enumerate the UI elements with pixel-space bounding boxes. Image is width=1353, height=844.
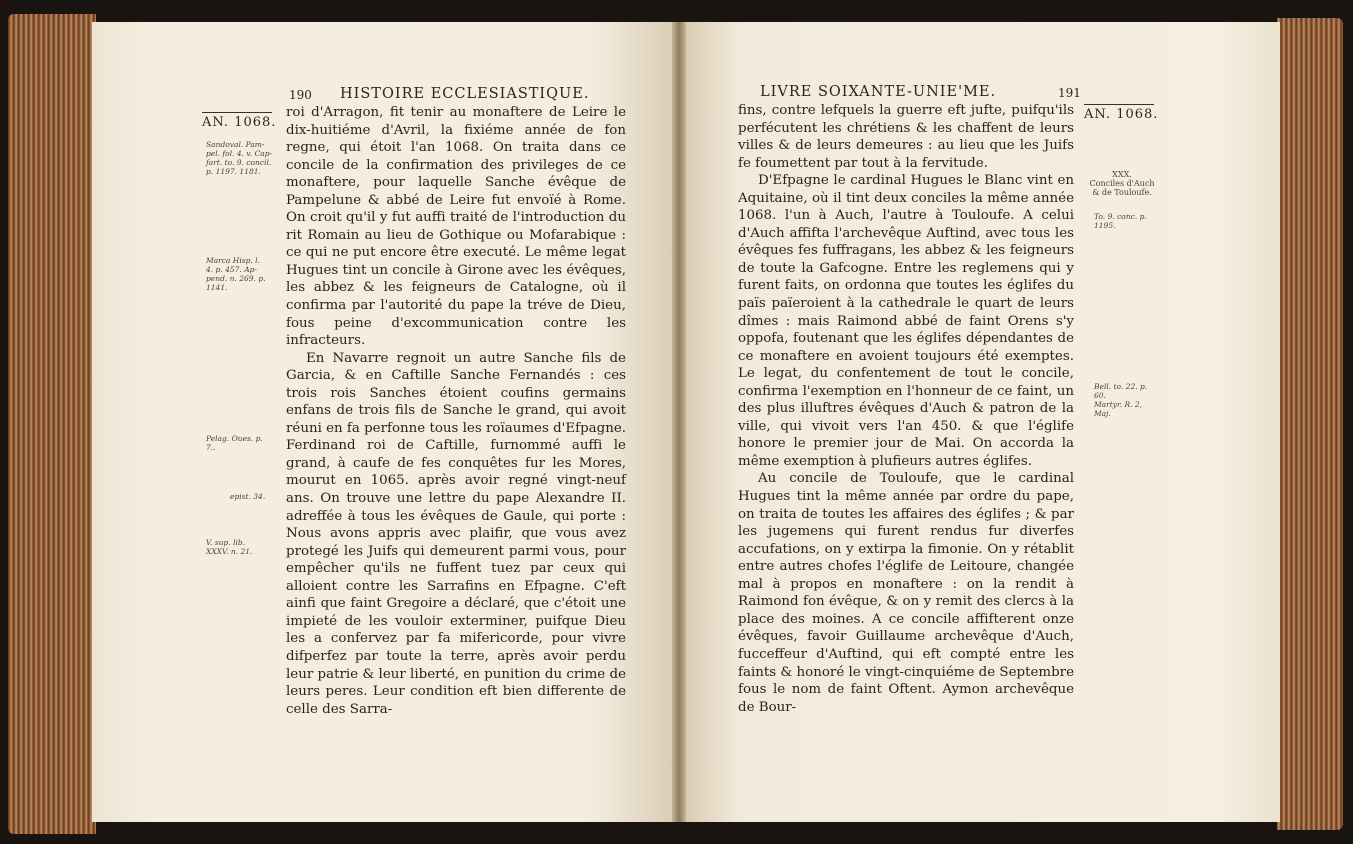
left-paragraph-1: roi d'Arragon, fit tenir au monaftere de Leire le dix-huitiéme d'Avril, la fixiéme année de fon regne, qui étoit l'an 1068. On traita dans ce concile de la confirmation des privileges de ce monaftere, pour laquelle Sanche évêque de Pampelune & abbé de Leire fut envoïé à Rome. On croit qu'il y fut auffi traité de l'introduction du rit Romain au lieu de Gothique ou Mofarabique : ce qui ne put encore être executé. Le même legat Hugues tint un concile à Girone avec les évêques, les abbez & les feigneurs de Catalogne, où il confirma par l'autorité du pape la tréve de Dieu, fous peine d'excommunication contre les infracteurs.: [286, 105, 626, 349]
left-margin-note-4: epist. 34.: [230, 492, 266, 501]
left-margin-note-1: Sandoval. Pam- pel. fol. 4. v. Cap- fart. to. 9. concil. p. 1197. 1181.: [206, 140, 273, 176]
right-margin-note-3: Bell. to. 22. p. 60. Martyr. R. 2, Maj.: [1094, 382, 1148, 418]
right-text-body: [738, 102, 1074, 716]
right-margin-note-2: To. 9. conc. p. 1195.: [1094, 212, 1147, 230]
book-gutter: [672, 22, 686, 822]
right-paragraph-2: D'Efpagne le cardinal Hugues le Blanc vint en Aquitaine, où il tint deux conciles la même année 1068. l'un à Auch, l'autre à Touloufe. A celui d'Auch affifta l'archevêque Auftind, avec tous les évêques fes fuffragans, les abbez & les feigneurs de toute la Gafcogne. Entre les reglemens qui y furent faits, on ordonna que toutes les églifes du païs païeroient à la cathedrale le quart de leurs dîmes : mais Raimond abbé de faint Orens s'y oppofa, foutenant que les églifes dépendantes de ce monaftere en avoient toujours été exemptes. Le legat, du confentement de tout le concile, confirma l'exemption en l'honneur de ce faint, un des plus illuftres évêques d'Auch & patron de la ville, qui vivoit vers l'an 450. & que l'églife honore le premier jour de Mai. On accorda la même exemption à plufieurs autres églifes.: [738, 173, 1074, 469]
left-paragraph-2: En Navarre regnoit un autre Sanche fils de Garcia, & en Caftille Sanche Fernandés : ces trois rois Sanches étoient coufins germains enfans de trois fils de Sanche le grand, qui avoit réuni en fa perfonne tous les roïaumes d'Efpagne. Ferdinand roi de Caftille, furnommé auffi le grand, à caufe de fes conquêtes fur les Mores, mourut en 1065. après avoir regné vingt-neuf ans. On trouve une lettre du pape Alexandre II. adreffée à tous les évêques de Gaule, qui porte : Nous avons appris avec plaifir, que vous avez protegé les Juifs qui demeurent parmi vous, pour empêcher qu'ils ne fuffent tuez par ceux qui alloient contre les Sarrafins en Efpagne. C'eft ainfi que faint Gregoire a déclaré, que c'étoit une impieté de les vouloir exterminer, puifque Dieu les a confervez par fa mifericorde, pour vivre difperfez par toute la terre, après avoir perdu leur patrie & leur liberté, en punition du crime de leurs peres. Leur condition eft bien differente de celle des Sarra-: [286, 350, 627, 717]
right-margin-note-1: XXX. Conciles d'Auch & de Touloufe.: [1089, 170, 1155, 197]
left-margin-note-2: Marca Hisp. l. 4. p. 457. Ap- pend. n. 269. p. 1141.: [206, 256, 266, 292]
left-page-number: 190: [289, 88, 312, 102]
left-text-body: [286, 104, 626, 718]
left-running-head: HISTOIRE ECCLESIASTIQUE.: [340, 86, 590, 102]
right-page-number: 191: [1058, 86, 1081, 100]
right-paragraph-1: fins, contre lefquels la guerre eft jufte, puifqu'ils perfécutent les chrétiens & les chaffent de leurs villes & de leurs demeures : au lieu que les Juifs fe foumettent par tout à la fervitude.: [738, 103, 1074, 171]
left-margin-note-5: V. sup. lib. XXXV. n. 21.: [206, 538, 253, 556]
page-edges-left: [8, 14, 96, 834]
page-edges-right: [1277, 18, 1343, 830]
left-year-marker: AN. 1068.: [202, 112, 272, 130]
right-running-head: LIVRE SOIXANTE-UNIE'ME.: [760, 84, 997, 100]
right-year-marker: AN. 1068.: [1084, 104, 1154, 122]
left-margin-note-3: Pelag. Oues. p. 7..: [206, 434, 263, 452]
right-paragraph-3: Au concile de Touloufe, que le cardinal Hugues tint la même année par ordre du pape, on traita de toutes les affaires des églifes ; & par les jugemens qui furent rendus fur diverfes accufations, on y extirpa la fimonie. On y rétablit entre autres chofes l'églife de Leitoure, changée mal à propos en monaftere : on la rendit à Raimond fon évêque, & on y remit des clercs à la place des moines. A ce concile affifterent onze évêques, favoir Guillaume archevêque d'Auch, fucceffeur d'Auftind, qui eft compté entre les faints & honoré le vingt-cinquiéme de Septembre fous le nom de faint Oftent. Aymon archevêque de Bour-: [738, 471, 1074, 715]
